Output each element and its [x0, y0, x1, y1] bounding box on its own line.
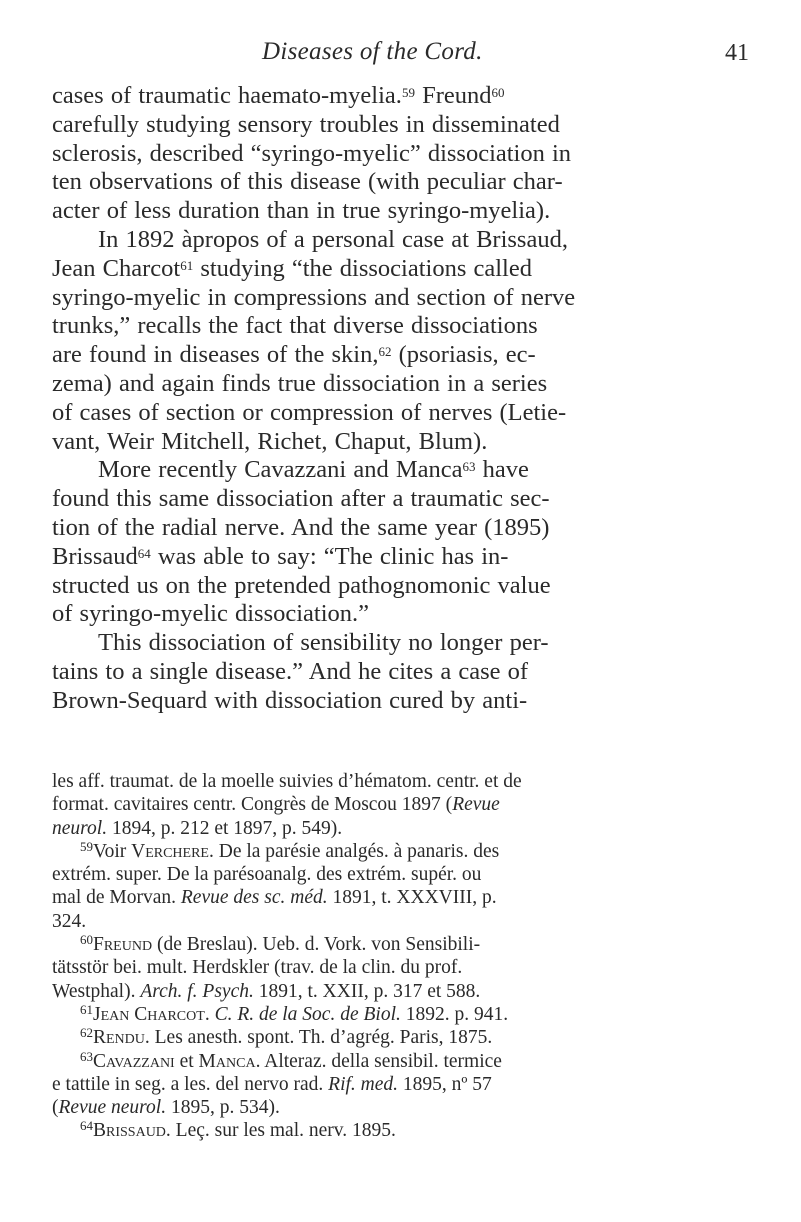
text-run: structed us on the pretended pathognomonic value — [52, 571, 551, 599]
text-run: . Leç. sur les mal. nerv. 1895. — [165, 1120, 396, 1142]
body-line — [52, 456, 744, 485]
text-run: 1895, p. 534). — [166, 1097, 280, 1119]
text-run: mal de Morvan. — [52, 887, 181, 909]
text-run: have — [475, 456, 529, 484]
body-line — [52, 255, 744, 284]
body-line — [52, 284, 744, 313]
footnote-ref: 60 — [80, 932, 93, 948]
text-run: of syringo-myelic dissociation.” — [52, 600, 370, 628]
text-run: Jean Charcot — [52, 254, 181, 282]
running-header — [0, 38, 801, 74]
footnote-ref: 63 — [80, 1048, 93, 1064]
text-run: Voir — [93, 840, 132, 862]
body-line — [52, 600, 744, 629]
footnote-ref: 61 — [80, 1001, 93, 1017]
body-line — [52, 485, 744, 514]
text-run: zema) and again finds true dissociation in a series — [52, 369, 548, 397]
body-line — [52, 341, 744, 370]
body-text — [52, 82, 744, 716]
italic-run: Revue — [452, 794, 500, 816]
text-run: (psoriasis, ec- — [391, 341, 536, 369]
footnote-line — [52, 840, 762, 863]
text-run: 324. — [52, 910, 87, 932]
author-name: Freund — [93, 934, 153, 956]
footnote-line — [52, 817, 762, 840]
text-run: syringo-myelic in compressions and section of nerve — [52, 283, 576, 311]
italic-run: Rif. med. — [328, 1073, 399, 1095]
text-run: studying “the dissociations called — [193, 254, 532, 282]
author-name: Brissaud — [93, 1120, 166, 1142]
text-run: This dissociation of sensibility no longer per- — [98, 629, 549, 657]
italic-run: Revue neurol. — [58, 1097, 167, 1119]
footnote-line — [52, 1073, 762, 1096]
footnote-line — [52, 886, 762, 909]
footnote-line — [52, 1119, 762, 1142]
text-run: More recently Cavazzani and Manca — [98, 456, 463, 484]
body-line — [52, 197, 744, 226]
text-run: ten observations of this disease (with peculiar char- — [52, 168, 563, 196]
text-run: acter of less duration than in true syringo-myelia). — [52, 197, 551, 225]
body-line — [52, 687, 744, 716]
footnote-ref: 63 — [462, 459, 476, 475]
text-run: carefully studying sensory troubles in disseminated — [52, 110, 560, 138]
footnote-ref: 61 — [180, 257, 194, 273]
text-run: (de Breslau). Ueb. d. Vork. von Sensibili- — [152, 934, 481, 956]
text-run: . De la parésie analgés. à panaris. des — [208, 840, 500, 862]
body-line — [52, 226, 744, 255]
footnote-ref: 59 — [80, 838, 93, 854]
text-run: trunks,” recalls the fact that diverse dissociations — [52, 312, 538, 340]
text-run: sclerosis, described “syringo-myelic” dissociation in — [52, 139, 572, 167]
footnote-line — [52, 863, 762, 886]
text-run: ( — [52, 1097, 59, 1119]
text-run: extrém. super. De la parésoanalg. des extrém. supér. ou — [52, 864, 482, 886]
footnote-line — [52, 793, 762, 816]
author-name: Verchere — [131, 840, 209, 862]
footnote-line — [52, 980, 762, 1003]
text-run: les aff. traumat. de la moelle suivies d’hématom. centr. et de — [52, 771, 522, 792]
author-name: Rendu — [93, 1027, 145, 1049]
text-run: 1892. p. 941. — [400, 1003, 509, 1025]
text-run: Westphal). — [52, 980, 141, 1002]
footnote-ref: 62 — [378, 344, 392, 360]
body-line — [52, 658, 744, 687]
text-run: Brown-Sequard with dissociation cured by anti- — [52, 686, 528, 714]
running-title: Diseases of the Cord. — [262, 38, 483, 65]
body-line — [52, 543, 744, 572]
footnotes — [52, 770, 762, 1143]
footnote-line — [52, 1050, 762, 1073]
text-run: 1891, t. XXXVIII, p. — [327, 887, 497, 909]
text-run: cases of traumatic haemato-myelia. — [52, 82, 402, 109]
body-line — [52, 111, 744, 140]
body-line — [52, 140, 744, 169]
page-number: 41 — [725, 40, 749, 66]
text-run: 1891, t. XXII, p. 317 et 588. — [253, 980, 481, 1002]
text-run: . Alteraz. della sensibil. termice — [255, 1050, 502, 1072]
text-run: In 1892 àpropos of a personal case at Brissaud, — [98, 225, 568, 253]
body-line — [52, 572, 744, 601]
footnote-line — [52, 956, 762, 979]
text-run: vant, Weir Mitchell, Richet, Chaput, Blum). — [52, 427, 488, 455]
text-run: e tattile in seg. a les. del nervo rad. — [52, 1073, 329, 1095]
text-run: 1895, nº 57 — [398, 1073, 492, 1095]
body-line — [52, 168, 744, 197]
footnote-ref: 60 — [491, 85, 505, 100]
italic-run: Arch. f. Psych. — [140, 980, 254, 1002]
footnote-line — [52, 770, 762, 793]
text-run: Brissaud — [52, 542, 138, 570]
footnote-ref: 59 — [401, 85, 415, 100]
text-run: 1894, p. 212 et 1897, p. 549). — [107, 817, 343, 839]
body-line — [52, 82, 744, 111]
text-run: was able to say: “The clinic has in- — [150, 542, 509, 570]
text-run: format. cavitaires centr. Congrès de Moscou 1897 ( — [52, 794, 453, 816]
footnote-line — [52, 1003, 762, 1026]
italic-run: Revue des sc. méd. — [180, 887, 328, 909]
body-line — [52, 312, 744, 341]
text-run: found this same dissociation after a traumatic sec- — [52, 485, 550, 513]
body-line — [52, 399, 744, 428]
body-line — [52, 514, 744, 543]
body-line — [52, 428, 744, 457]
footnote-line — [52, 1026, 762, 1049]
body-line — [52, 370, 744, 399]
italic-run: neurol. — [52, 817, 108, 839]
footnote-line — [52, 1096, 762, 1119]
text-run: . — [204, 1003, 215, 1025]
text-run: et — [174, 1050, 199, 1072]
text-run: tätsstör bei. mult. Herdskler (trav. de la clin. du prof. — [52, 957, 463, 979]
author-name: Jean Charcot — [93, 1003, 205, 1025]
author-name: Manca — [198, 1050, 256, 1072]
author-name: Cavazzani — [93, 1050, 175, 1072]
text-run: . Les anesth. spont. Th. d’agrég. Paris, 1875. — [144, 1027, 493, 1049]
text-run: Freund — [414, 82, 492, 109]
footnote-ref: 62 — [80, 1025, 93, 1041]
footnote-line — [52, 910, 762, 933]
footnote-ref: 64 — [137, 545, 151, 561]
italic-run: C. R. de la Soc. de Biol. — [214, 1003, 401, 1025]
text-run: are found in diseases of the skin, — [52, 341, 379, 369]
footnote-line — [52, 933, 762, 956]
footnote-ref: 64 — [80, 1118, 93, 1134]
body-line — [52, 629, 744, 658]
text-run: of cases of section or compression of nerves (Letie- — [52, 398, 567, 426]
text-run: tains to a single disease.” And he cites a case of — [52, 657, 529, 685]
text-run: tion of the radial nerve. And the same year (1895) — [52, 513, 550, 541]
